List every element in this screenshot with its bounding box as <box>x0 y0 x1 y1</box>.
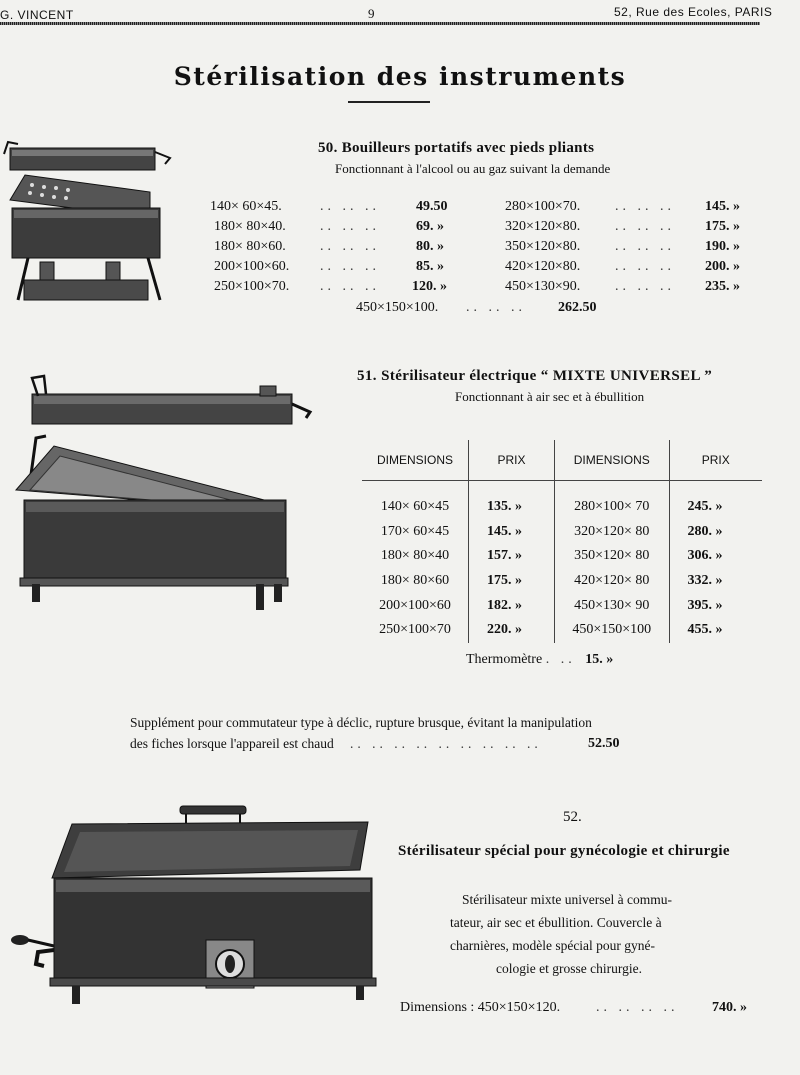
table-row <box>362 593 762 618</box>
item-price: 190. » <box>705 239 740 254</box>
description-line: tateur, air sec et ébullition. Couvercle à <box>450 915 662 930</box>
section-50-subtitle: Fonctionnant à l'alcool ou au gaz suivant la demande <box>335 161 611 176</box>
thermometer-line <box>466 652 613 668</box>
table-cell: 420×120× 80 <box>554 569 669 594</box>
header-left: G. VINCENT <box>0 8 74 22</box>
item-dims: 320×120×80. <box>505 219 581 234</box>
price-line <box>505 279 765 295</box>
price-line <box>214 219 466 235</box>
price-line <box>505 199 765 215</box>
item-dims: 250×100×70. <box>214 279 290 294</box>
section-52-number: 52. <box>563 809 582 825</box>
table-cell: 450×130× 90 <box>554 593 669 618</box>
price-line <box>214 239 466 255</box>
table-cell: 350×120× 80 <box>554 544 669 569</box>
item-dims: 200×100×60. <box>214 259 290 274</box>
supplement-line-1: Supplément pour commutateur type à déclic, rupture brusque, évitant la manipulation <box>130 715 592 730</box>
leader-dots: .. .. .. <box>615 199 675 214</box>
leader-dots: .. .. .. <box>615 219 675 234</box>
price-line <box>505 219 765 235</box>
item-dims: 450×150×100. <box>356 300 439 315</box>
table-cell: 320×120× 80 <box>554 520 669 545</box>
column-header-price: PRIX <box>469 440 555 481</box>
table-row <box>362 544 762 569</box>
item-dims: 350×120×80. <box>505 239 581 254</box>
description-line: charnières, modèle spécial pour gyné- <box>450 938 656 953</box>
leader-dots: .. .. .. .. .. .. .. .. .. <box>350 736 542 751</box>
table-cell: 145. » <box>469 520 555 545</box>
section-52-heading: Stérilisateur spécial pour gynécologie et chirurgie <box>398 843 730 859</box>
leader-dots: .. .. .. <box>320 259 380 274</box>
section-51-heading: 51. Stérilisateur électrique “ MIXTE UNIVERSEL ” <box>357 368 713 384</box>
header-rule <box>0 22 760 25</box>
table-cell: 135. » <box>469 495 555 520</box>
supplement-text: des fiches lorsque l'appareil est chaud <box>130 736 334 751</box>
electric-sterilizer-illustration <box>10 372 320 622</box>
item-dims: 140× 60×45. <box>210 199 282 214</box>
table-cell: 306. » <box>687 548 723 564</box>
table-cell: 455. » <box>687 622 723 638</box>
item-dims: 280×100×70. <box>505 199 581 214</box>
table-cell: 170× 60×45 <box>362 520 469 545</box>
price-line <box>210 199 462 215</box>
table-cell: 157. » <box>469 544 555 569</box>
section-51-subtitle: Fonctionnant à air sec et à ébullition <box>455 389 645 404</box>
table-cell: 175. » <box>469 569 555 594</box>
thermometer-label: Thermomètre <box>466 652 543 667</box>
page-title: Stérilisation des instruments <box>173 62 627 91</box>
section-52-description <box>450 888 672 980</box>
dimensions-label: Dimensions : 450×150×120. <box>400 1000 561 1015</box>
leader-dots: .. .. .. <box>615 239 675 254</box>
table-cell: 280. » <box>687 523 723 539</box>
table-cell: 220. » <box>469 618 555 643</box>
table-cell: 182. » <box>469 593 555 618</box>
item-dims: 180× 80×60. <box>214 239 286 254</box>
price-table <box>362 440 762 643</box>
table-cell: 332. » <box>687 573 723 589</box>
price-line <box>214 259 466 275</box>
price-line <box>505 239 765 255</box>
column-header-dimensions: DIMENSIONS <box>554 440 669 481</box>
leader-dots: .. .. .. <box>466 300 526 315</box>
table-cell: 250×100×70 <box>362 618 469 643</box>
table-cell: 395. » <box>687 597 723 613</box>
item-price: 120. » <box>412 279 447 294</box>
table-row <box>362 495 762 520</box>
section-52-dimensions-line <box>400 1000 780 1016</box>
description-line: cologie et grosse chirurgie. <box>496 961 642 976</box>
item-price: 69. » <box>416 219 444 234</box>
supplement-price: 52.50 <box>588 736 620 751</box>
table-cell: 180× 80×60 <box>362 569 469 594</box>
leader-dots: .. .. .. <box>320 199 380 214</box>
thermometer-price: 15. » <box>585 652 614 667</box>
leader-dots: .. .. .. <box>320 239 380 254</box>
item-dims: 180× 80×40. <box>214 219 286 234</box>
item-price: 175. » <box>705 219 740 234</box>
column-header-price: PRIX <box>701 453 730 467</box>
item-price: 85. » <box>416 259 444 274</box>
item-dims: 420×120×80. <box>505 259 581 274</box>
table-row <box>362 520 762 545</box>
item-price: 80. » <box>416 239 444 254</box>
section-52-price: 740. » <box>712 1000 747 1015</box>
leader-dots: .. .. .. <box>615 259 675 274</box>
page-number: 9 <box>368 6 375 21</box>
item-price: 145. » <box>705 199 740 214</box>
leader-dots: .. .. .. <box>320 279 380 294</box>
table-header-row <box>362 440 762 481</box>
leader-dots: .. .. .. .. <box>596 1000 679 1015</box>
leader-dots: .. .. .. <box>320 219 380 234</box>
table-cell: 280×100× 70 <box>554 495 669 520</box>
table-cell: 450×150×100 <box>554 618 669 643</box>
leader-dots: . .. <box>545 652 576 667</box>
item-price: 235. » <box>705 279 740 294</box>
gynecology-sterilizer-illustration <box>10 800 380 1020</box>
price-line <box>214 279 466 295</box>
price-line-last <box>356 300 616 316</box>
leader-dots: .. .. .. <box>615 279 675 294</box>
item-dims: 450×130×90. <box>505 279 581 294</box>
table-cell: 180× 80×40 <box>362 544 469 569</box>
table-cell: 200×100×60 <box>362 593 469 618</box>
item-price: 262.50 <box>558 300 597 315</box>
table-row <box>362 569 762 594</box>
title-underline <box>348 101 430 103</box>
description-line: Stérilisateur mixte universel à commu- <box>462 892 672 907</box>
table-spacer <box>362 481 762 496</box>
header-right: 52, Rue des Ecoles, PARIS <box>614 5 773 19</box>
column-header-dimensions: DIMENSIONS <box>362 440 469 481</box>
portable-boiler-illustration <box>0 140 180 310</box>
price-line <box>505 259 765 275</box>
table-row <box>362 618 762 643</box>
table-cell: 245. » <box>687 499 723 515</box>
item-price: 200. » <box>705 259 740 274</box>
supplement-line-2 <box>130 736 630 752</box>
item-price: 49.50 <box>416 199 448 214</box>
section-50-heading: 50. Bouilleurs portatifs avec pieds pliants <box>318 140 595 156</box>
table-cell: 140× 60×45 <box>362 495 469 520</box>
